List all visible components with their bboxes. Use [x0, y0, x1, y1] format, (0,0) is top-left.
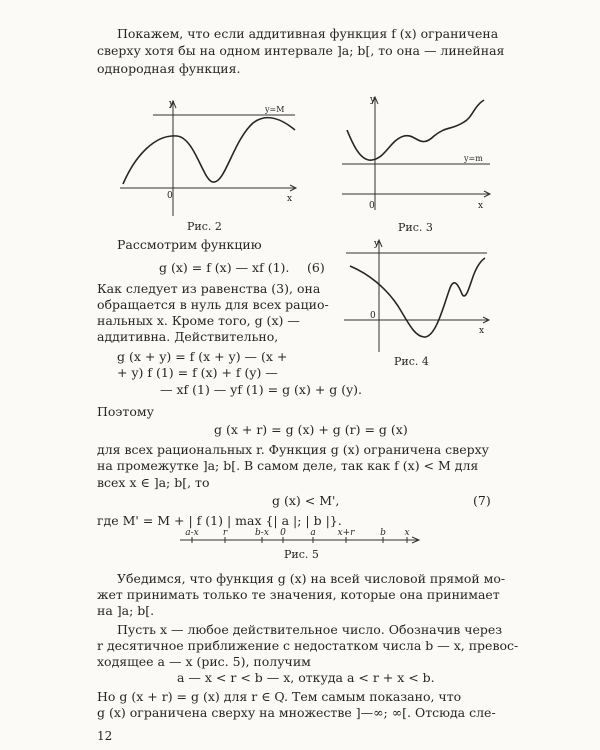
body-line-8: r десятичное приближение с недостатком числа b — x, превос- [97, 638, 519, 653]
formula-2: g (x + r) = g (x) + g (r) = g (x) [214, 422, 408, 437]
fig2-caption: Рис. 2 [187, 220, 222, 233]
fig5-point-label: b-x [255, 528, 269, 538]
body-line-1: для всех рациональных r. Функция g (x) ограничена сверху [97, 442, 489, 457]
formula-6-number: (6) [307, 260, 325, 275]
intro-line-1: Покажем, что если аддитивная функция f (x) ограничена [117, 26, 499, 41]
body-line-10: Но g (x + r) = g (x) для r ∈ Q. Тем самым показано, что [97, 689, 462, 704]
page-number: 12 [97, 729, 113, 743]
body-line-2: на промежутке ]a; b[. В самом деле, так как f (x) < M для [97, 458, 479, 473]
formula-7: g (x) < M', [272, 493, 340, 508]
left-line-1: Как следует из равенства (3), она [97, 281, 321, 296]
fig4-curve [350, 258, 485, 337]
fig3-curve [347, 100, 484, 160]
formula-7-number: (7) [473, 493, 491, 508]
body-line-6: на ]a; b[. [97, 603, 155, 618]
figure-3 [342, 92, 492, 217]
fig5-caption: Рис. 5 [284, 548, 319, 561]
fig2-line-label: y=M [265, 105, 285, 114]
fig2-curve [123, 118, 295, 184]
fig3-x-label: x [478, 201, 484, 211]
where-text: где M' = M + | f (1) | max {| a |; | b |}. [97, 513, 342, 528]
left-line-3: нальных x. Кроме того, g (x) — [97, 313, 300, 328]
left-line-4: аддитивна. Действительно, [97, 329, 279, 344]
equation-line-2: + y) f (1) = f (x) + f (y) — [117, 365, 278, 380]
fig4-origin-label: 0 [370, 311, 376, 321]
fig5-point-label: r [222, 528, 228, 538]
equation-line-3: — xf (1) — yf (1) = g (x) + g (y). [160, 382, 363, 397]
fig3-caption: Рис. 3 [398, 221, 433, 234]
fig2-origin-label: 0 [167, 191, 173, 201]
figure-4 [344, 236, 494, 354]
body-line-9: ходящее a — x (рис. 5), получим [97, 654, 311, 669]
fig5-point-label: b [380, 528, 386, 538]
fig5-point-label: a [310, 528, 316, 538]
fig5-point-label: a-x [185, 528, 199, 538]
intro-line-2: сверху хотя бы на одном интервале ]a; b[, то она — линейная [97, 43, 505, 58]
body-line-7: Пусть x — любое действительное число. Обозначив через [117, 622, 503, 637]
body-line-11: g (x) ограничена сверху на множестве ]—∞; ∞[. Отсюда сле- [97, 705, 496, 720]
fig3-origin-label: 0 [369, 201, 375, 211]
fig2-y-label: y [169, 99, 175, 109]
formula-6: g (x) = f (x) — xf (1). [159, 260, 290, 275]
fig5-point-label: x+r [337, 528, 355, 538]
equation-line-1: g (x + y) = f (x + y) — (x + [117, 349, 288, 364]
formula-8: a — x < r < b — x, откуда a < r + x < b. [177, 670, 435, 685]
body-line-3: всех x ∈ ]a; b[, то [97, 475, 210, 490]
fig4-x-label: x [479, 326, 485, 336]
fig4-y-label: y [374, 239, 380, 249]
fig3-line-label: y=m [464, 154, 483, 163]
left-line-2: обращается в нуль для всех рацио- [97, 297, 329, 312]
fig2-x-label: x [287, 194, 293, 204]
consider-text: Рассмотрим функцию [117, 237, 262, 252]
fig3-y-label: y [370, 95, 376, 105]
fig4-caption: Рис. 4 [394, 355, 429, 368]
therefore-text: Поэтому [97, 404, 154, 419]
body-line-5: жет принимать только те значения, которые она принимает [97, 587, 500, 602]
body-line-4: Убедимся, что функция g (x) на всей числовой прямой мо- [117, 571, 506, 586]
intro-line-3: однородная функция. [97, 61, 241, 76]
figure-2 [115, 96, 300, 218]
fig5-point-label: x [404, 528, 410, 538]
fig5-point-label: 0 [280, 528, 286, 538]
